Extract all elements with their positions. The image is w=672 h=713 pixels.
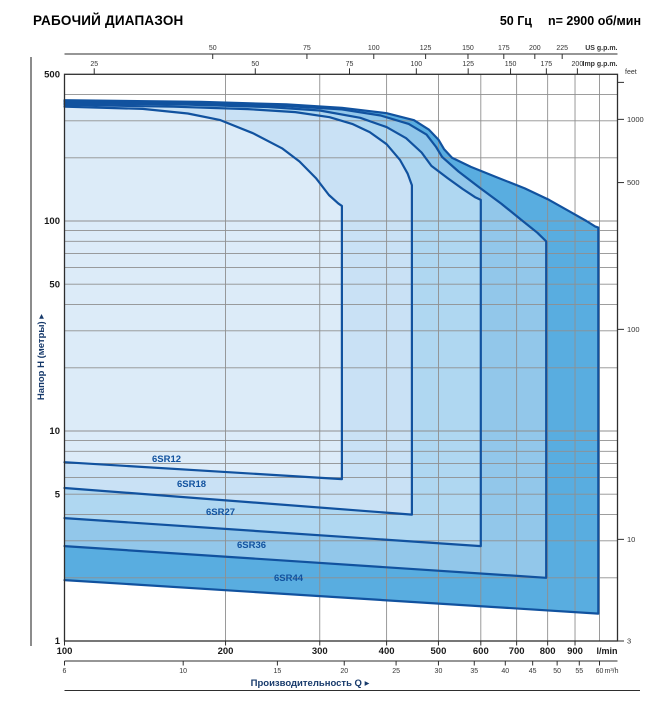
lmin-tick-label: 200 (217, 646, 234, 657)
m3h-tick-label: 30 (434, 668, 443, 675)
m3h-tick-label: 6 (62, 668, 67, 675)
us-gpm-tick-label: 50 (208, 45, 217, 52)
us-gpm-unit-label: US g.p.m. (585, 45, 618, 52)
pump-label-6SR27: 6SR27 (206, 507, 236, 518)
m3h-tick-label: 35 (470, 668, 479, 675)
head-m-tick-label: 100 (44, 216, 60, 228)
imp-gpm-tick-label: 75 (345, 60, 354, 68)
us-gpm-tick-label: 175 (497, 45, 510, 52)
lmin-tick-label: 600 (472, 646, 489, 657)
speed-label: n= 2900 об/мин (548, 14, 641, 28)
m3h-tick-label: 55 (575, 668, 584, 675)
imp-gpm-tick-label: 50 (251, 60, 260, 68)
axis-feet (618, 69, 644, 646)
lmin-tick-label: 800 (539, 646, 556, 657)
imp-gpm-tick-label: 100 (410, 60, 423, 68)
feet-tick-label: 1000 (627, 114, 644, 124)
imp-gpm-tick-label: 125 (462, 60, 475, 68)
axis-lmin (57, 641, 618, 657)
us-gpm-tick-label: 75 (303, 45, 311, 52)
axis-m3h (63, 661, 619, 675)
lmin-tick-label: 700 (508, 646, 525, 657)
m3h-tick-label: 20 (340, 668, 349, 675)
imp-gpm-tick-label: 25 (90, 60, 99, 68)
imp-gpm-unit-label: Imp g.p.m. (582, 60, 618, 68)
m3h-tick-label: 10 (179, 668, 188, 675)
m3h-tick-label: 25 (392, 668, 400, 675)
m3h-tick-label: 50 (553, 668, 562, 675)
head-m-tick-label: 10 (49, 426, 60, 438)
y-axis-title: Напор Н (метры) ▸ (36, 313, 47, 401)
lmin-tick-label: 500 (430, 646, 447, 657)
imp-gpm-tick-label: 175 (540, 60, 553, 68)
feet-tick-label: 3 (627, 636, 632, 646)
head-m-tick-label: 1 (54, 636, 60, 648)
lmin-tick-label: 900 (567, 646, 583, 657)
us-gpm-tick-label: 100 (367, 45, 380, 52)
lmin-unit-label: l/min (596, 646, 618, 656)
us-gpm-tick-label: 200 (528, 45, 541, 52)
page-title: РАБОЧИЙ ДИАПАЗОН (33, 13, 184, 28)
feet-tick-label: 10 (627, 534, 636, 544)
head-m-tick-label: 5 (54, 489, 60, 501)
x-axis-title: Производительность Q ▸ (250, 678, 370, 689)
axis-us-gpm (65, 45, 618, 59)
m3h-tick-label: 15 (273, 668, 282, 675)
feet-tick-label: 100 (627, 324, 640, 334)
pump-label-6SR36: 6SR36 (237, 540, 267, 551)
feet-tick-label: 500 (627, 178, 640, 188)
imp-gpm-tick-label: 150 (504, 60, 517, 68)
pump-label-6SR44: 6SR44 (274, 573, 304, 584)
m3h-tick-label: 60 (595, 668, 604, 675)
lmin-tick-label: 100 (56, 646, 73, 657)
us-gpm-tick-label: 125 (419, 45, 432, 52)
pump-label-6SR12: 6SR12 (152, 454, 182, 465)
pump-label-6SR18: 6SR18 (177, 479, 207, 490)
m3h-tick-label: 45 (528, 668, 537, 675)
m3h-tick-label: 40 (501, 668, 510, 675)
imp-gpm-tick-label: 200 (571, 60, 584, 68)
m3h-unit-label: m³/h (604, 668, 619, 675)
head-m-tick-label: 50 (49, 279, 60, 291)
lmin-tick-label: 300 (311, 646, 328, 657)
feet-unit-label: feet (625, 69, 637, 76)
head-m-tick-label: 500 (44, 69, 60, 81)
frequency-label: 50 Гц (499, 14, 532, 28)
lmin-tick-label: 400 (378, 646, 395, 657)
us-gpm-tick-label: 225 (556, 45, 569, 52)
axis-imp-gpm (90, 61, 617, 75)
us-gpm-tick-label: 150 (462, 45, 474, 52)
